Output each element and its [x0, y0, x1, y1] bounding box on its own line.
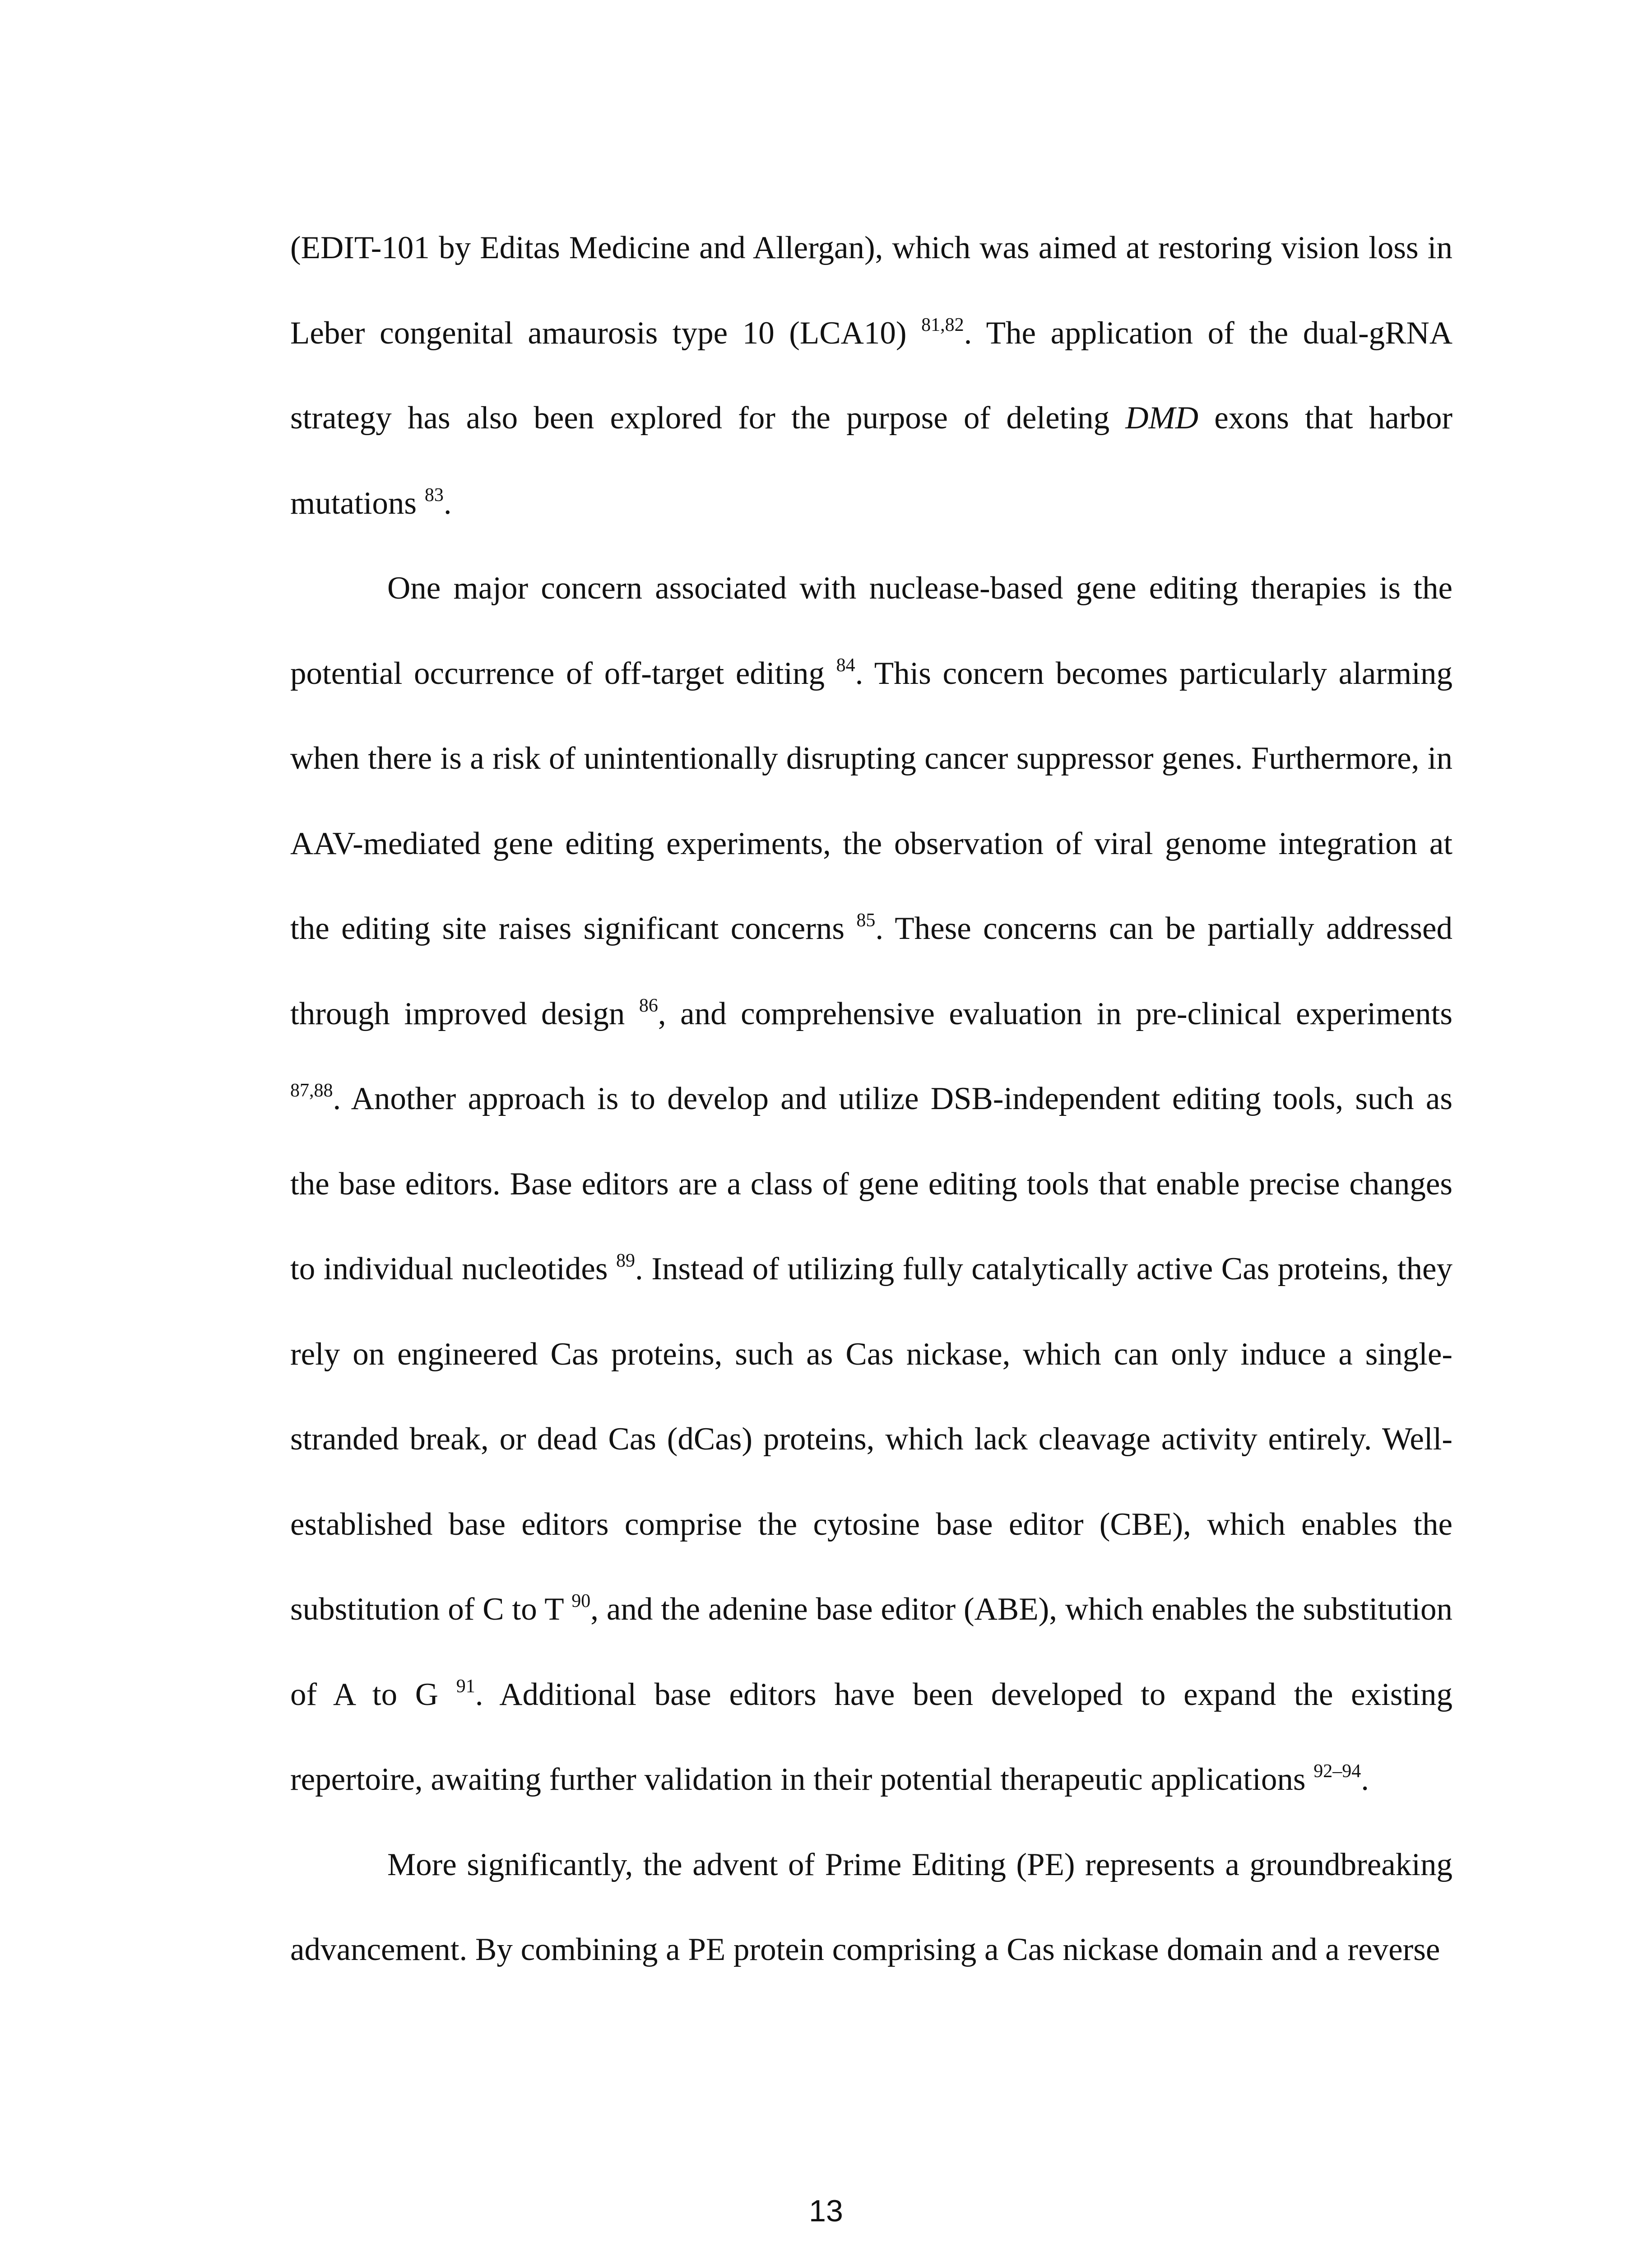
citation-superscript: 91 [456, 1676, 475, 1697]
text-run: . These concerns can be partially addressed through improved design [290, 911, 1452, 1031]
page-number: 13 [809, 2194, 843, 2228]
text-run: . This concern becomes particularly alarming when there is a risk of unintentionally disrupting cancer suppressor genes. Furthermore, in AAV-mediated gene editing experiments, the observation of viral genome integration at the editing site raises significant concerns [290, 655, 1452, 946]
citation-superscript: 83 [424, 484, 444, 506]
citation-superscript: 81,82 [921, 314, 964, 335]
citation-superscript: 89 [616, 1250, 636, 1271]
text-run: , and the adenine base editor (ABE), which enables the substitution of A to G [290, 1592, 1452, 1712]
text-run: . Additional base editors have been developed to expand the existing repertoire, awaiting further validation in their potential therapeutic applications [290, 1676, 1452, 1797]
body-text [290, 205, 1452, 1992]
citation-superscript: 84 [836, 655, 855, 676]
paragraph-1 [290, 205, 1452, 546]
italic-gene-name: DMD [1125, 400, 1198, 436]
citation-superscript: 92–94 [1313, 1761, 1361, 1782]
text-run: One major concern associated with nuclease-based gene editing therapies is the potential occurrence of off-target editing [290, 571, 1452, 691]
text-run: , and comprehensive evaluation in pre-clinical experiments [658, 996, 1452, 1031]
citation-superscript: 90 [571, 1591, 591, 1611]
text-run: . [1361, 1762, 1369, 1797]
text-run: exons that harbor mutations [290, 400, 1452, 521]
text-run: . Another approach is to develop and utilize DSB-independent editing tools, such as the base editors. Base editors are a class of gene editing tools that enable precise changes to individual nucleotides [290, 1081, 1452, 1286]
text-run: (EDIT-101 by Editas Medicine and Allergan), which was aimed at restoring vision loss in Leber congenital amaurosis type 10 (LCA10) [290, 230, 1452, 351]
citation-superscript: 87,88 [290, 1080, 333, 1101]
text-run: . [443, 485, 452, 521]
text-run: . The application of the dual-gRNA strategy has also been explored for the purpose of deleting [290, 315, 1452, 436]
paragraph-3 [290, 1822, 1452, 1992]
text-run: More significantly, the advent of Prime Editing (PE) represents a groundbreaking advancement. By combining a PE protein comprising a Cas nickase domain and a reverse [290, 1847, 1452, 1967]
paragraph-2 [290, 546, 1452, 1822]
citation-superscript: 86 [639, 995, 658, 1016]
citation-superscript: 85 [856, 910, 876, 931]
text-run: . Instead of utilizing fully catalytically active Cas proteins, they rely on engineered Cas proteins, such as Cas nickase, which can only induce a single-stranded break, or dead Cas (dCas) proteins, which lack cleavage activity entirely. Well-established base editors comprise the cytosine base editor (CBE), which enables the substitution of C to T [290, 1251, 1452, 1627]
